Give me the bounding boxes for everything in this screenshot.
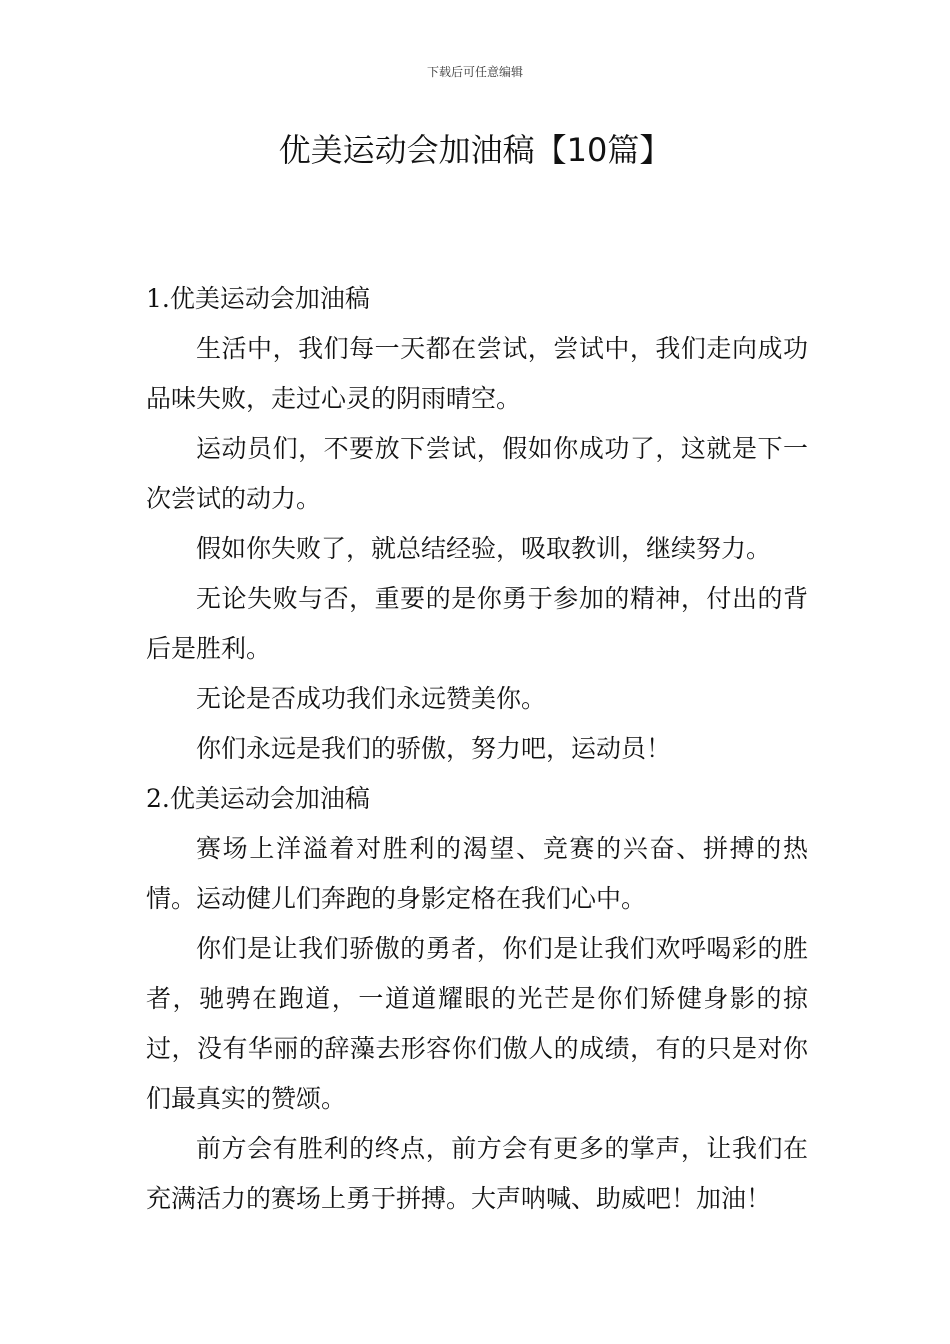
paragraph: 运动员们，不要放下尝试，假如你成功了，这就是下一次尝试的动力。 bbox=[146, 434, 808, 513]
header-note: 下载后可任意编辑 bbox=[426, 65, 523, 79]
paragraph: 你们永远是我们的骄傲，努力吧，运动员！ bbox=[196, 734, 672, 763]
paragraph: 生活中，我们每一天都在尝试，尝试中，我们走向成功品味失败，走过心灵的阴雨晴空。 bbox=[146, 334, 808, 413]
section-heading: 1.优美运动会加油稿 bbox=[146, 284, 370, 313]
paragraph: 假如你失败了，就总结经验，吸取教训，继续努力。 bbox=[196, 534, 772, 563]
paragraph: 赛场上洋溢着对胜利的渴望、竞赛的兴奋、拼搏的热情。运动健儿们奔跑的身影定格在我们心中。 bbox=[146, 834, 808, 913]
section-heading: 2.优美运动会加油稿 bbox=[146, 784, 370, 813]
paragraph: 你们是让我们骄傲的勇者，你们是让我们欢呼喝彩的胜者，驰骋在跑道，一道道耀眼的光芒是你们矫健身影的掠过，没有华丽的辞藻去形容你们傲人的成绩，有的只是对你们最真实的赞颂。 bbox=[146, 934, 808, 1113]
document-title: 优美运动会加油稿【10篇】 bbox=[278, 131, 672, 169]
paragraph: 无论失败与否，重要的是你勇于参加的精神，付出的背后是胜利。 bbox=[146, 584, 808, 663]
document-body bbox=[146, 274, 808, 1224]
paragraph: 前方会有胜利的终点，前方会有更多的掌声，让我们在充满活力的赛场上勇于拼搏。大声呐喊、助威吧！加油！ bbox=[146, 1134, 808, 1213]
paragraph: 无论是否成功我们永远赞美你。 bbox=[196, 684, 547, 713]
